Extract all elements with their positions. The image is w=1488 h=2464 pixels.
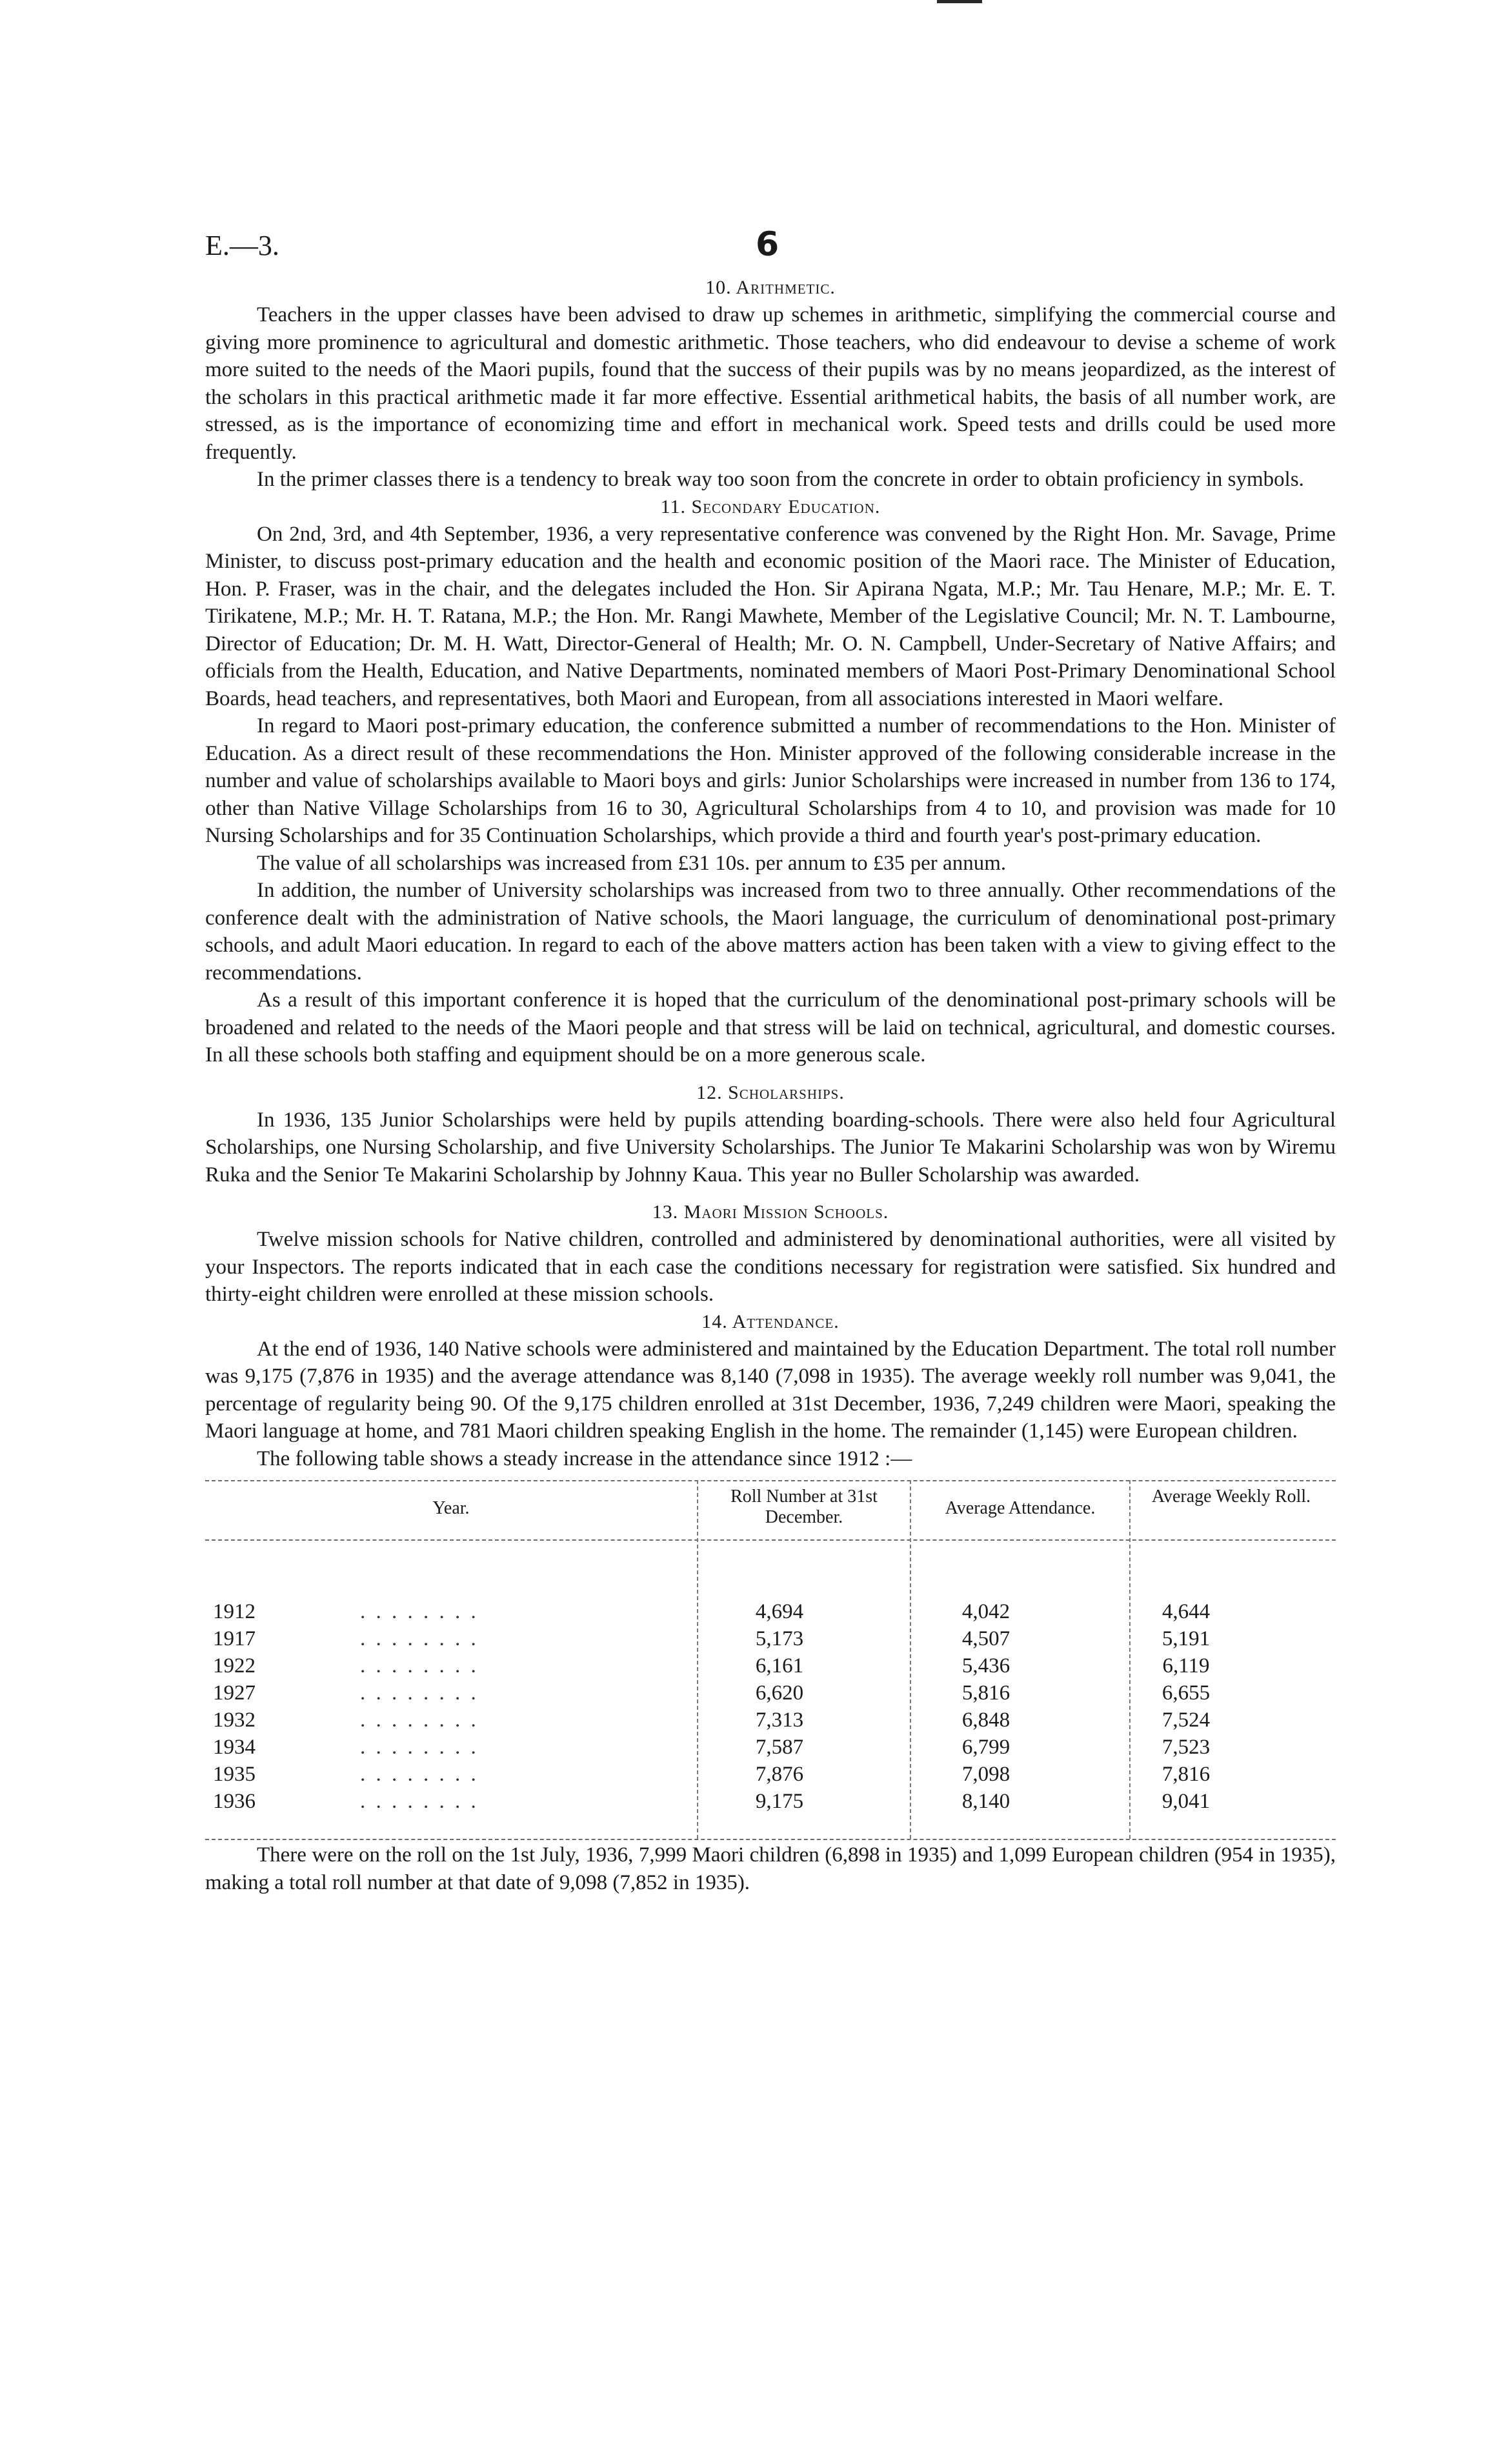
paragraph: Teachers in the upper classes have been advised to draw up schemes in arithmetic, simplifying the commercial course and giving more prominence to agricultural and domestic arithmetic. Those teachers, who did endeavour to devise a scheme of work more suited to the needs of the Maori pupils, found that the success of their pupils was by no means jeopardized, as the interest of the scholars in this practical arithmetic made it far more effective. Essential arithmetical habits, the basis of all number work, are stressed, as is the importance of economizing time and effort in mechanical work. Speed tests and drills could be used more frequently. [205, 303, 1336, 464]
year-cell: 1922 [213, 1654, 256, 1678]
weekly-roll-cell: 7,524 [1161, 1708, 1211, 1732]
paragraph: The following table shows a steady increase in the attendance since 1912 :— [257, 1447, 912, 1470]
column-header-year: Year. [432, 1498, 470, 1518]
attendance-cell: 5,816 [961, 1681, 1010, 1705]
weekly-roll-cell: 6,119 [1162, 1654, 1210, 1678]
paragraph: As a result of this important conference it is hoped that the curriculum of the denominational post-primary schools will be broadened and related to the needs of the Maori people and that stress will be laid on technical, agricultural, and domestic courses. In all these schools both staffing and equipment should be on a more generous scale. [205, 988, 1336, 1067]
table-row [205, 1736, 1336, 1763]
dot-leader: . . . . . . . . [360, 1790, 479, 1813]
paragraph: The value of all scholarships was increased from £31 10s. per annum to £35 per annum. [257, 851, 1007, 875]
attendance-cell: 6,848 [961, 1708, 1010, 1732]
paragraph: In 1936, 135 Junior Scholarships were held by pupils attending boarding-schools. There were also held four Agricultural Scholarships, one Nursing Scholarship, and five University Scholarships. The Junior Te Makarini Scholarship was won by Wiremu Ruka and the Senior Te Makarini Scholarship by Johnny Kaua. This year no Buller Scholarship was awarded. [205, 1108, 1336, 1187]
weekly-roll-cell: 5,191 [1161, 1627, 1211, 1650]
attendance-cell: 6,799 [961, 1736, 1010, 1759]
roll-cell: 5,173 [755, 1627, 804, 1650]
paragraph: In regard to Maori post-primary education, the conference submitted a number of recommendations to the Hon. Minister of Education. As a direct result of these recommendations the Hon. Minister approved of the following considerable increase in the number and value of scholarships available to Maori boys and girls: Junior Scholarships were increased in number from 136 to 174, other than Native Village Scholarships from 16 to 30, Agricultural Scholarships from 4 to 10, and provision was made for 10 Nursing Scholarships and for 35 Continuation Scholarships, which provide a third and fourth year's post-primary education. [205, 714, 1336, 847]
attendance-cell: 4,042 [961, 1600, 1010, 1623]
table-row [205, 1681, 1336, 1708]
section-heading-secondary-education: 11. Secondary Education. [660, 496, 881, 517]
attendance-cell: 7,098 [961, 1763, 1010, 1786]
document-reference: E.—3. [205, 230, 279, 261]
weekly-roll-cell: 6,655 [1161, 1681, 1211, 1705]
dot-leader: . . . . . . . . [360, 1627, 479, 1650]
dot-leader: . . . . . . . . [360, 1708, 479, 1732]
column-header-roll: Roll Number at 31st December. [730, 1487, 878, 1527]
attendance-cell: 8,140 [961, 1790, 1010, 1813]
table-row [205, 1708, 1336, 1736]
table-row [205, 1627, 1336, 1654]
attendance-table [205, 1480, 1336, 1841]
top-edge-mark [937, 0, 982, 3]
attendance-cell: 4,507 [961, 1627, 1010, 1650]
dot-leader: . . . . . . . . [360, 1600, 479, 1623]
year-cell: 1917 [213, 1627, 256, 1650]
year-cell: 1912 [213, 1600, 256, 1623]
table-row [205, 1600, 1336, 1627]
paragraph: On 2nd, 3rd, and 4th September, 1936, a very representative conference was convened by the Right Hon. Mr. Savage, Prime Minister, to discuss post-primary education and the health and economic position of the Maori race. The Minister of Education, Hon. P. Fraser, was in the chair, and the delegates included the Hon. Sir Apirana Ngata, M.P.; Mr. Tau Henare, M.P.; Mr. E. T. Tirikatene, M.P.; Mr. H. T. Ratana, M.P.; the Hon. Mr. Rangi Mawhete, Member of the Legislative Council; Mr. N. T. Lambourne, Director of Education; Dr. M. H. Watt, Director-General of Health; Mr. O. N. Campbell, Under-Secretary of Native Affairs; and officials from the Health, Education, and Native Departments, nominated members of Maori Post-Primary Denominational School Boards, head teachers, and representatives, both Maori and European, from all associations interested in Maori welfare. [205, 522, 1336, 710]
column-header-weekly: Average Weekly Roll. [1151, 1487, 1311, 1507]
column-header-attendance: Average Attendance. [945, 1498, 1096, 1518]
section-heading-arithmetic: 10. Arithmetic. [705, 277, 836, 298]
weekly-roll-cell: 4,644 [1161, 1600, 1211, 1623]
paragraph: In addition, the number of University scholarships was increased from two to three annually. Other recommendations of the conference dealt with the administration of Native schools, the Maori language, the curriculum of denominational post-primary schools, and adult Maori education. In regard to each of the above matters action has been taken with a view to giving effect to the recommendations. [205, 879, 1336, 985]
page-body [205, 225, 1336, 1896]
paragraph: In the primer classes there is a tendency to break way too soon from the concrete in order to obtain proficiency in symbols. [257, 468, 1304, 491]
roll-cell: 9,175 [755, 1790, 804, 1813]
weekly-roll-cell: 7,816 [1161, 1763, 1211, 1786]
roll-cell: 4,694 [755, 1600, 804, 1623]
table-row [205, 1654, 1336, 1681]
table-header-rule [205, 1539, 1336, 1541]
year-cell: 1935 [213, 1763, 256, 1786]
dot-leader: . . . . . . . . [360, 1736, 479, 1759]
roll-cell: 7,876 [755, 1763, 804, 1786]
year-cell: 1932 [213, 1708, 256, 1732]
roll-cell: 6,161 [755, 1654, 804, 1678]
year-cell: 1927 [213, 1681, 256, 1705]
dot-leader: . . . . . . . . [360, 1763, 479, 1786]
page-header [205, 225, 1336, 274]
page-number: 6 [756, 225, 779, 264]
roll-cell: 7,587 [755, 1736, 804, 1759]
dot-leader: . . . . . . . . [360, 1654, 479, 1678]
table-row [205, 1763, 1336, 1790]
section-heading-scholarships: 12. Scholarships. [696, 1081, 845, 1103]
year-cell: 1934 [213, 1736, 256, 1759]
table-bottom-rule [205, 1839, 1336, 1840]
weekly-roll-cell: 9,041 [1161, 1790, 1211, 1813]
section-heading-attendance: 14. Attendance. [701, 1310, 840, 1332]
year-cell: 1936 [213, 1790, 256, 1813]
paragraph: Twelve mission schools for Native children, controlled and administered by denominational authorities, were all visited by your Inspectors. The reports indicated that in each case the conditions necessary for registration were satisfied. Six hundred and thirty-eight children were enrolled at these mission schools. [205, 1228, 1336, 1306]
dot-leader: . . . . . . . . [360, 1681, 479, 1705]
attendance-cell: 5,436 [961, 1654, 1010, 1678]
closing-paragraph: There were on the roll on the 1st July, 1936, 7,999 Maori children (6,898 in 1935) and 1,099 European children (954 in 1935), making a total roll number at that date of 9,098 (7,852 in 1935). [205, 1843, 1336, 1894]
weekly-roll-cell: 7,523 [1161, 1736, 1211, 1759]
section-heading-maori-mission-schools: 13. Maori Mission Schools. [652, 1201, 889, 1223]
roll-cell: 6,620 [755, 1681, 804, 1705]
paragraph: At the end of 1936, 140 Native schools were administered and maintained by the Education Department. The total roll number was 9,175 (7,876 in 1935) and the average attendance was 8,140 (7,098 in 1935). The average weekly roll number was 9,041, the percentage of regularity being 90. Of the 9,175 children enrolled at 31st December, 1936, 7,249 children were Maori, speaking the Maori language at home, and 781 Maori children speaking English in the home. The remainder (1,145) were European children. [205, 1337, 1336, 1443]
table-row [205, 1790, 1336, 1817]
table-top-rule [205, 1480, 1336, 1481]
roll-cell: 7,313 [755, 1708, 804, 1732]
